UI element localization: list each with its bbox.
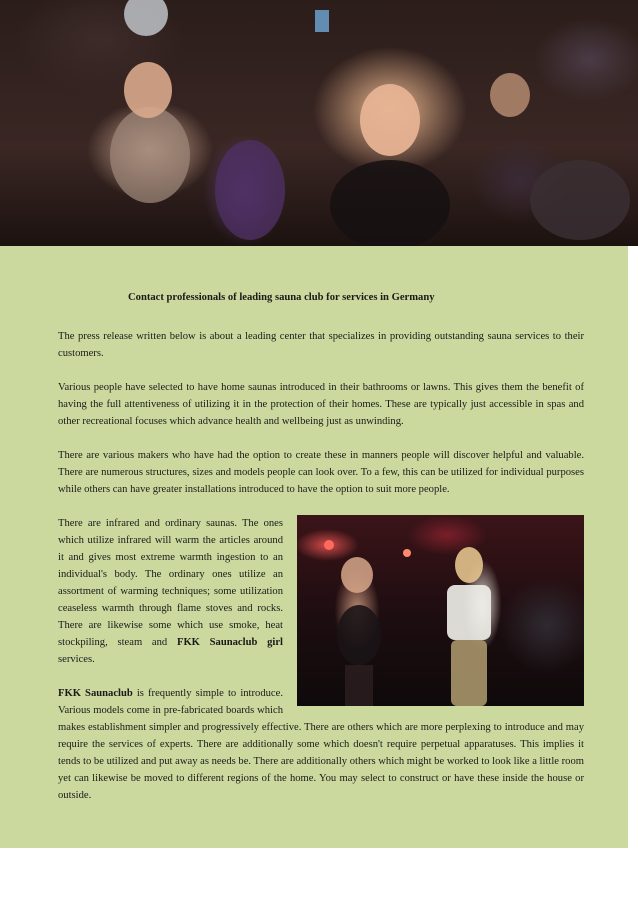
disco-ball-icon bbox=[124, 0, 168, 36]
keyword-link: FKK Saunaclub bbox=[58, 688, 133, 699]
stage-light bbox=[324, 540, 334, 550]
performer-left-body bbox=[337, 605, 381, 665]
paragraph-3: There are various makers who have had the option to create these in manners people will discover helpful and valuable. There are numerous structures, sizes and models people can look over. To a few, this can be utilized for individual purposes while others can have greater installations introduced to have the option to suit more people. bbox=[58, 450, 584, 495]
dancer-left bbox=[110, 107, 190, 203]
performer-right-pants bbox=[451, 640, 487, 706]
dancer-right bbox=[530, 160, 630, 240]
keyword-link: FKK Saunaclub girl bbox=[176, 637, 283, 648]
paragraph-1: The press release written below is about a leading center that specializes in providing outstanding sauna services to their customers. bbox=[58, 331, 584, 359]
banner-photo bbox=[0, 0, 638, 246]
performer-left-head bbox=[341, 557, 373, 593]
article-content bbox=[58, 289, 584, 821]
article-panel bbox=[0, 246, 628, 848]
banner-photo-shapes bbox=[0, 0, 638, 246]
paragraph-2: Various people have selected to have home saunas introduced in their bathrooms or lawns. This gives them the benefit of having the full attentiveness of utilizing it in the protection of their homes. These are typically just accessible in spas and other recreational focuses which advance health and wellbeing just as unwinding. bbox=[58, 382, 584, 427]
paragraph-4-text: There are infrared and ordinary saunas. The ones which utilize infrared will warm the articles around it and gives most extreme warmth ingestion to an individual's body. The ordinary ones utilize an assortment of warming techniques; some utilization ceaseless warmth through flame stoves and rocks. There are likewise some which use smoke, heat stockpiling, steam and bbox=[58, 518, 283, 648]
face-right bbox=[490, 73, 530, 117]
inline-photo bbox=[297, 515, 584, 706]
drink-glass bbox=[315, 10, 329, 32]
face-center bbox=[360, 84, 420, 156]
dancer-purple bbox=[215, 140, 285, 240]
inline-photo-shapes bbox=[297, 515, 584, 706]
performer-right-head bbox=[455, 547, 483, 583]
article-title: Contact professionals of leading sauna club for services in Germany bbox=[128, 292, 435, 303]
stage-light bbox=[403, 549, 411, 557]
paragraph-4-tail: services. bbox=[58, 654, 95, 665]
performer-left-legs bbox=[345, 665, 373, 706]
performer-right-top bbox=[447, 585, 491, 640]
paragraph-5-text: is frequently simple to introduce. Various models come in pre-fabricated boards which makes establishment simpler and progressively effective. There are others which are more perplexing to introduce and may require the services of experts. There are additionally some which doesn't require perpetual apparatuses. This implies it tends to be utilized and put away as needs be. There are additionally others which might be worked to look like a little room yet can likewise be moved to different regions of the home. You may select to construct or have these inside the house or outside. bbox=[58, 688, 584, 801]
face-left bbox=[124, 62, 172, 118]
dancer-center bbox=[330, 160, 450, 246]
